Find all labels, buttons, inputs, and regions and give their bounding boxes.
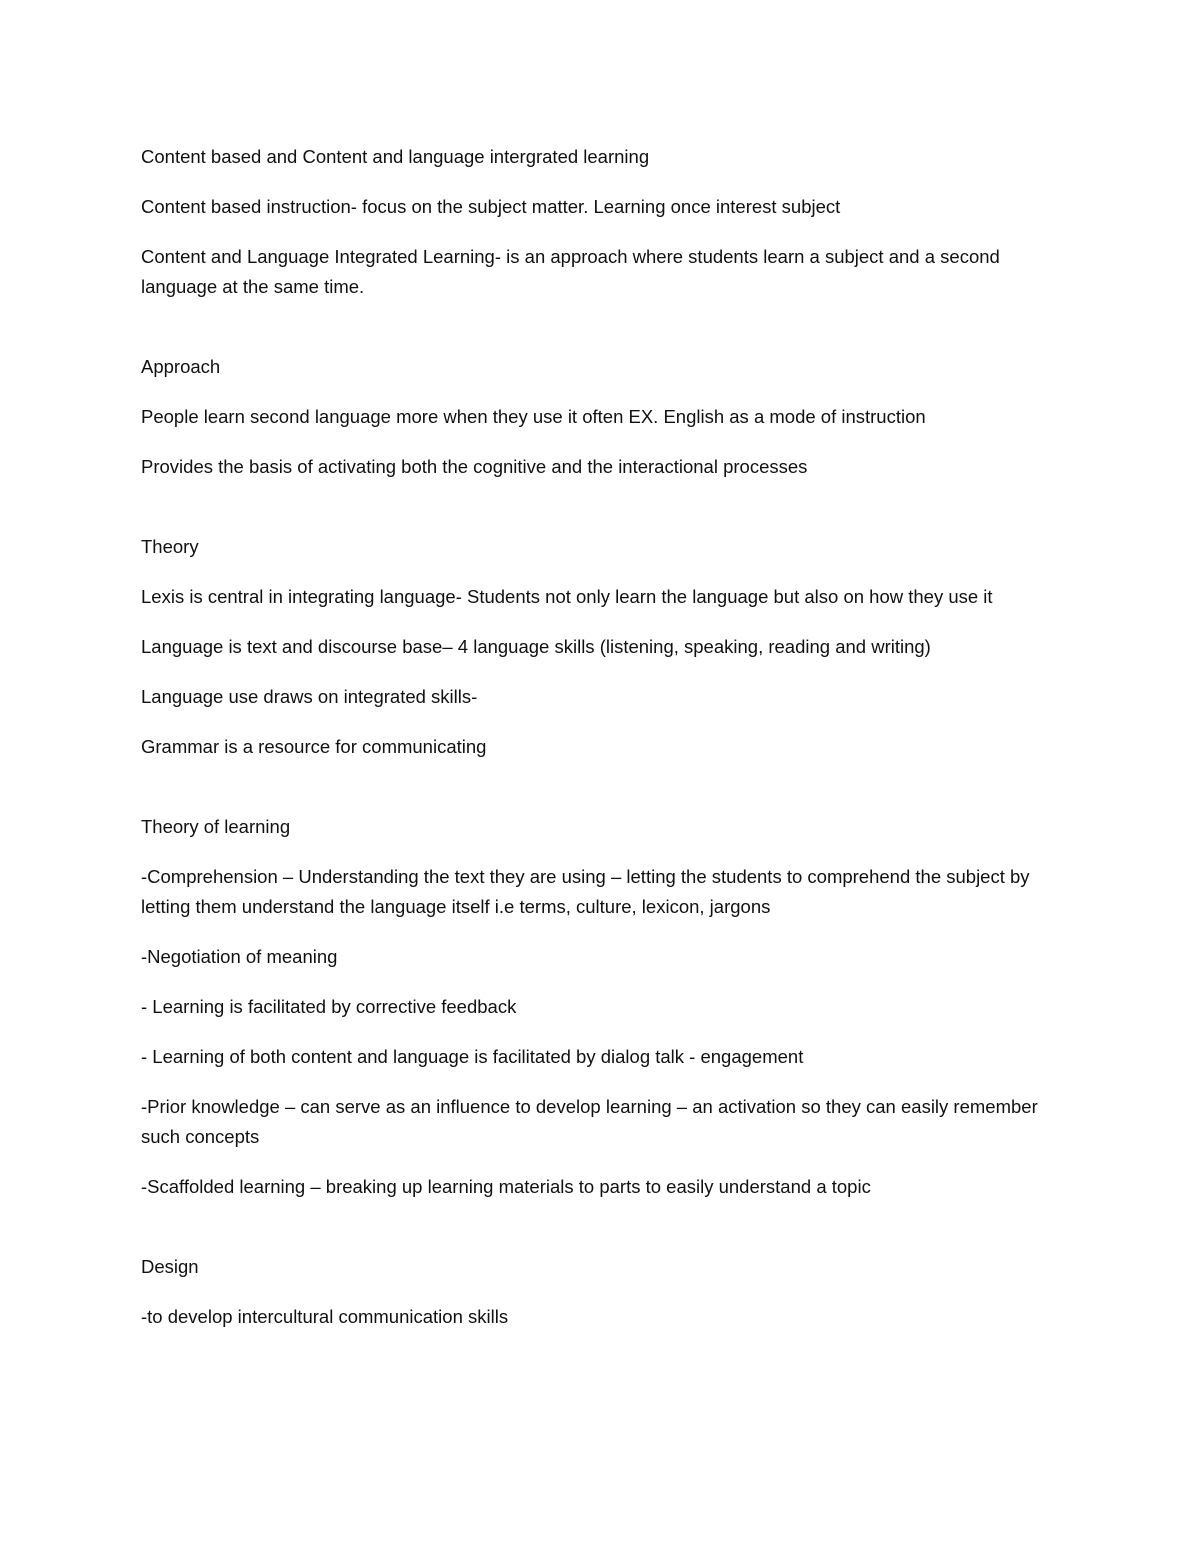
section-item: -Scaffolded learning – breaking up learning materials to parts to easily understand a topic [141, 1176, 871, 1197]
section-item: -to develop intercultural communication skills [141, 1306, 509, 1327]
section-item: -Prior knowledge – can serve as an influence to develop learning – an activation so they can easily remember such concepts [141, 1096, 1038, 1147]
section-item: -Comprehension – Understanding the text they are using – letting the students to comprehend the subject by letting them understand the language itself i.e terms, culture, lexicon, jargons [141, 866, 1030, 917]
intro-paragraph: Content based instruction- focus on the subject matter. Learning once interest subject [141, 196, 841, 217]
document-title: Content based and Content and language intergrated learning [141, 146, 650, 167]
intro-paragraph: Content and Language Integrated Learning- is an approach where students learn a subject and a second language at the same time. [141, 246, 1000, 297]
section-heading-theory: Theory [141, 536, 199, 557]
section-item: People learn second language more when they use it often EX. English as a mode of instruction [141, 406, 926, 427]
document-body [141, 142, 1061, 1352]
section-item: Lexis is central in integrating language- Students not only learn the language but also on how they use it [141, 586, 993, 607]
section-item: Language is text and discourse base– 4 language skills (listening, speaking, reading and writing) [141, 636, 931, 657]
section-item: - Learning of both content and language is facilitated by dialog talk - engagement [141, 1046, 804, 1067]
section-heading-design: Design [141, 1256, 199, 1277]
section-heading-theory-of-learning: Theory of learning [141, 816, 291, 837]
section-heading-approach: Approach [141, 356, 221, 377]
section-item: -Negotiation of meaning [141, 946, 338, 967]
section-item: - Learning is facilitated by corrective feedback [141, 996, 517, 1017]
section-item: Provides the basis of activating both the cognitive and the interactional processes [141, 456, 808, 477]
section-item: Language use draws on integrated skills- [141, 686, 478, 707]
section-item: Grammar is a resource for communicating [141, 736, 487, 757]
